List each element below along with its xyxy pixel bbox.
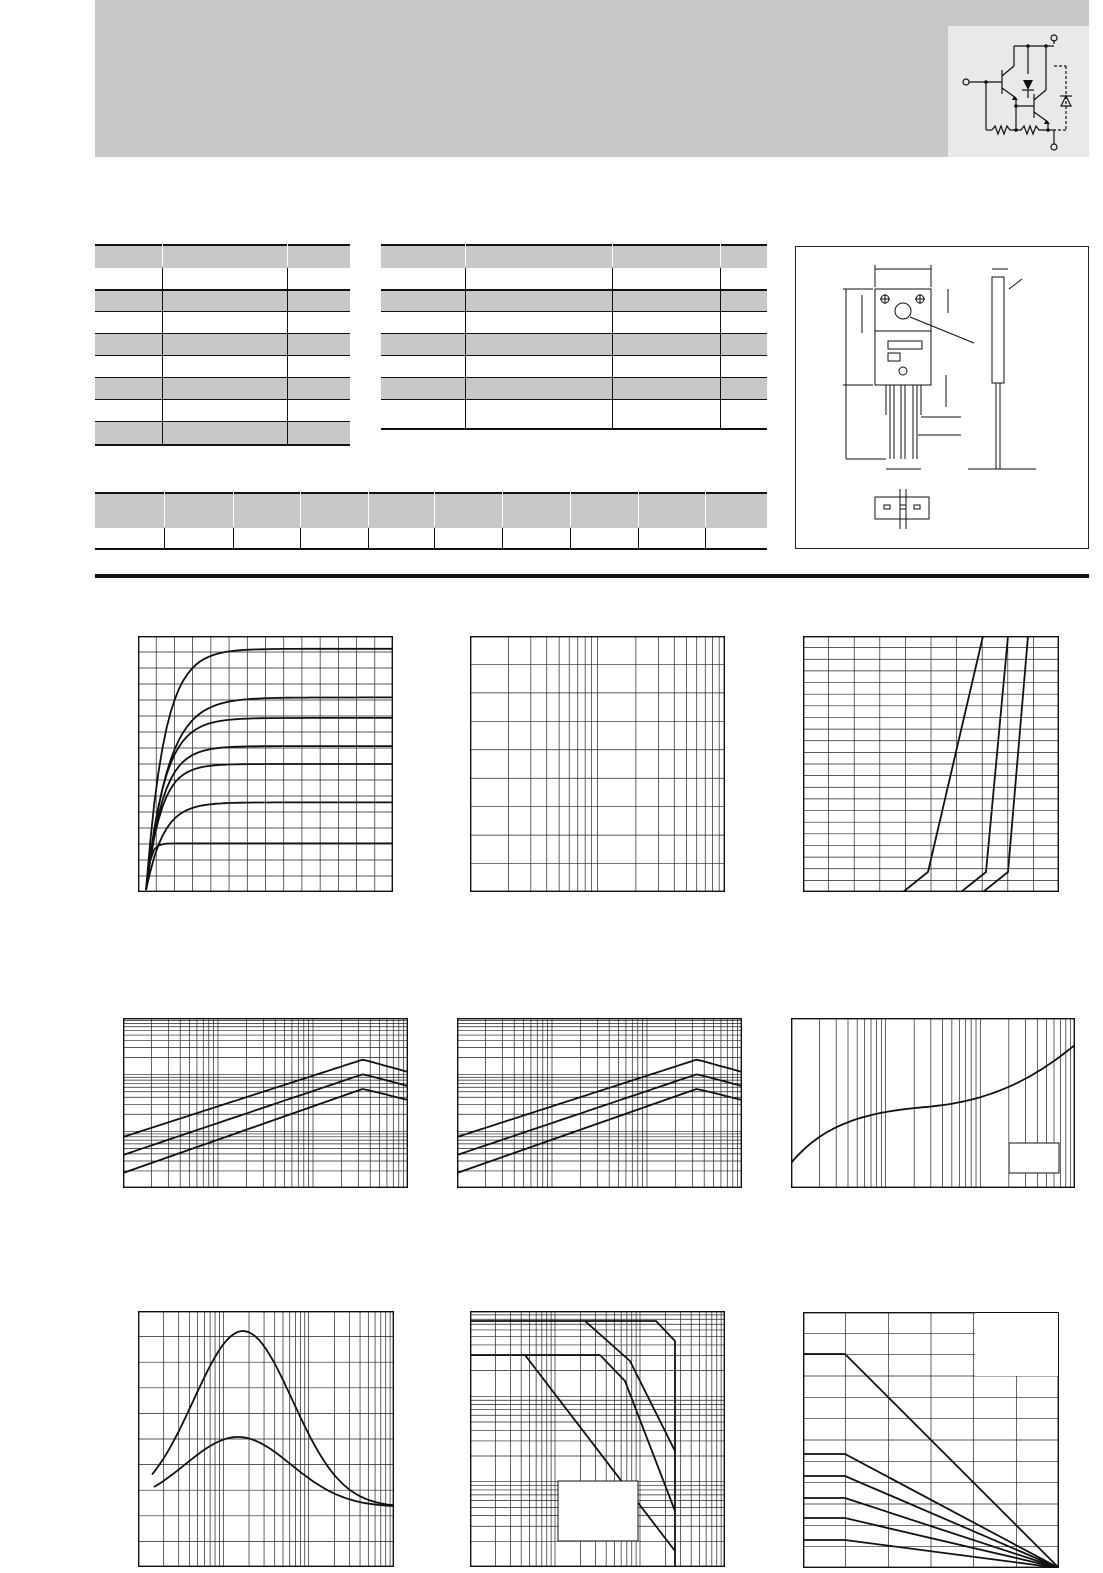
curve-5 [146,764,393,890]
graph-derating-characteristics [803,1312,1059,1568]
graph-gain-characteristics-1 [123,1018,408,1188]
graph-output-characteristics [138,636,393,892]
curve-3 [457,1060,742,1137]
legend-area [975,1313,1058,1376]
package-outline [795,246,1089,549]
graph-gain-characteristics-2 [457,1018,742,1188]
header-band [95,0,1089,157]
curve-4 [146,746,393,890]
curve-3 [146,718,393,890]
plot-frame [458,1019,742,1188]
characteristics-table [381,244,767,430]
legend-box [558,1481,638,1541]
curve-2 [146,697,393,890]
graph-peak-characteristics [138,1311,394,1567]
classification-table [95,492,767,552]
graph-decay-characteristics [470,636,725,892]
graph-safe-operating-area [470,1311,725,1567]
ratings-table [95,244,350,452]
curve-1 [146,649,393,890]
to220-package-outline-icon [796,247,1088,548]
soa-boundary-2 [585,1321,675,1451]
curve-1 [152,1331,394,1505]
graph-thermal-characteristics [791,1018,1075,1188]
circuit-diagram [948,26,1089,157]
grid-lines [123,1018,408,1188]
curve-3 [123,1060,408,1137]
plot-frame [124,1019,408,1188]
grid-lines [470,636,725,892]
graph-input-characteristics [803,636,1059,892]
section-divider [95,574,1089,578]
curve-2 [457,1074,742,1155]
grid-lines [457,1018,742,1188]
curve-6 [146,802,393,890]
legend-box [1009,1143,1059,1173]
curve-2 [123,1074,408,1155]
grid-lines [803,636,1059,892]
curve-7 [146,843,393,890]
darlington-transistor-circuit-icon [948,26,1089,157]
